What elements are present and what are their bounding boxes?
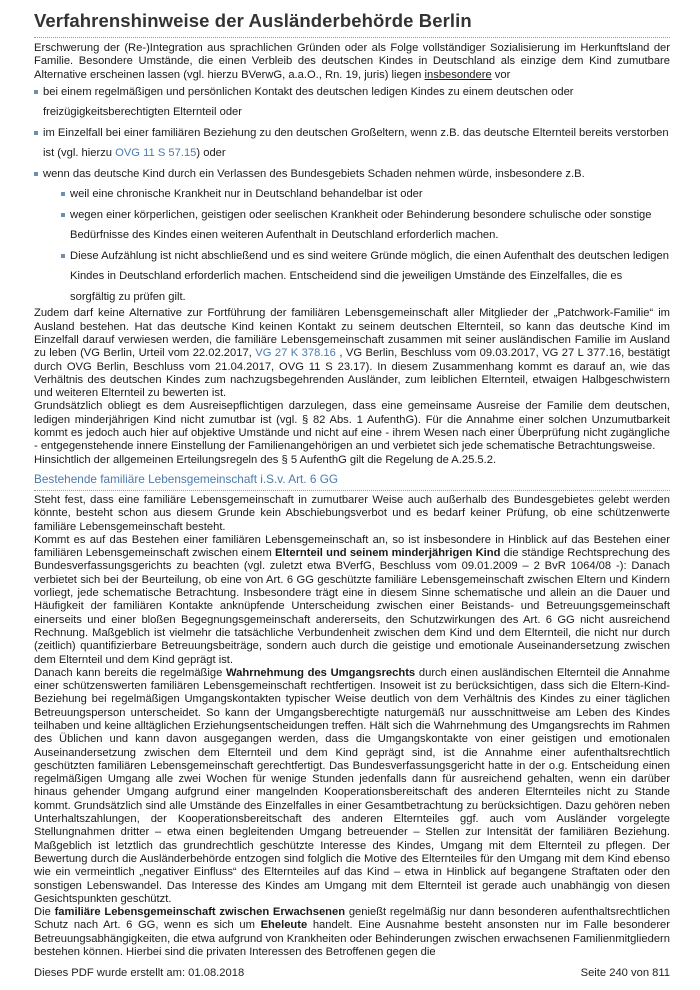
list-item bbox=[61, 205, 670, 246]
list-item-text-end: ) oder bbox=[196, 147, 226, 160]
list-item-text: bei einem regelmäßigen und persönlichen Kontakt des deutschen ledigen Kindes zu einem deutschen oder freizügigkeitsberechtigten Elternteil oder bbox=[43, 85, 574, 119]
paragraph-text-middle: genießt regelmäßig nur dann besonderen aufenthaltsrechtlichen Schutz nach Art. 6 GG, wenn es sich um bbox=[34, 906, 670, 932]
list-item-text: weil eine chronische Krankheit nur in Deutschland behandelbar ist oder bbox=[70, 188, 423, 201]
bullet-square-icon bbox=[61, 192, 65, 196]
paragraph-text: Danach kann bereits die regelmäßige bbox=[34, 666, 227, 679]
list-item-text: wenn das deutsche Kind durch ein Verlassen des Bundesgebiets Schaden nehmen würde, insbesondere z.B. bbox=[43, 167, 585, 180]
bold-umgangsrecht: Wahrnehmung des Umgangsrechts bbox=[226, 666, 416, 679]
bullet-square-icon bbox=[61, 213, 65, 217]
paragraph-patchwork bbox=[34, 307, 670, 400]
bullet-list-level2 bbox=[34, 184, 670, 307]
paragraph-text: Die bbox=[34, 906, 55, 919]
bold-eheleute: Eheleute bbox=[260, 919, 308, 932]
paragraph-kommt-es bbox=[34, 534, 670, 667]
paragraph-grundsaetzlich: Grundsätzlich obliegt es dem Ausreisepflichtigen darzulegen, dass eine gemeinsame Ausreise der Familie dem deutschen, ledigen minderjährigen Kind nicht zumutbar ist (vgl. § 82 Abs. 1 AufenthG). Für die Annahme einer solchen Unzumutbarkeit kommt es jedoch auch hier auf objektive Umstände und nicht auf eine - ihrem Wesen nach einer Überprüfung nicht zugängliche - entgegenstehende innere Einstellung der Familienangehörigen an und verbietet sich jede schematische Betrachtungsweise. bbox=[34, 400, 670, 453]
document-page bbox=[34, 8, 670, 959]
link-ovg-11-s-57-15[interactable]: OVG 11 S 57.15 bbox=[115, 147, 197, 160]
list-item bbox=[34, 164, 670, 185]
list-item-text: Diese Aufzählung ist nicht abschließend und es sind weitere Gründe möglich, die einen Aufenthalt des deutschen ledigen Kindes in Deutschland erforderlich machen. Entscheidend sind die jeweiligen Umstände des Einzelfalles, die es sorgfältig zu prüfen gilt. bbox=[70, 249, 669, 303]
bold-elternteil-kind: Elternteil und seinem minderjährigen Kind bbox=[275, 547, 501, 560]
bullet-square-icon bbox=[34, 172, 38, 176]
section-heading: Bestehende familiäre Lebensgemeinschaft i.S.v. Art. 6 GG bbox=[34, 467, 670, 491]
paragraph-die-familiaere bbox=[34, 906, 670, 959]
bullet-list-level1 bbox=[34, 82, 670, 185]
intro-text-before: Erschwerung der (Re-)Integration aus sprachlichen Gründen oder als Folge vollständiger Sozialisierung im Herkunftsland der Familie. Besondere Umstände, die einen Verbleib des deutschen Kindes in Deutschland als einzige dem Kind zumutbare Alternative erscheinen lassen (vgl. hierzu BVerwG, a.a.O., Rn. 19, juris) liegen bbox=[34, 42, 670, 81]
intro-paragraph bbox=[34, 42, 670, 82]
list-item-text: im Einzelfall bei einer familiären Beziehung zu den deutschen Großeltern, wenn z.B. das deutsche Elternteil bereits verstorben ist (vgl. hierzu bbox=[43, 126, 669, 160]
paragraph-text: Kommt es auf das Bestehen einer familiären Lebensgemeinschaft an, so ist insbesondere in Hinblick auf das Bestehen einer familiären Lebensgemeinschaft zwischen einem bbox=[34, 533, 670, 560]
bullet-square-icon bbox=[61, 254, 65, 258]
bullet-square-icon bbox=[34, 131, 38, 135]
paragraph-text-end: die ständige Rechtsprechung des Bundesverfassungsgerichts zu beachten (vgl. zuletzt etwa BVerfG, Beschluss vom 09.01.2009 – 2 BvR 1064/08 -): Danach verbietet sich bei der Beurteilung, ob eine von Art. 6 GG geschützte familiäre Lebensgemeinschaft zwischen Eltern und Kindern vorliegt, jede schematische Betrachtung. Insbesondere trägt eine in diesem Sinne schematische und allein an die Dauer und Häufigkeit der familiären Kontakte anknüpfende Unterscheidung zwischen einer Beistands- und Betreuungsgemeinschaft einerseits und einer bloßen Begegnungsgemeinschaft andererseits, den Schutzwirkungen des Art. 6 GG nicht ausreichend Rechnung. Maßgeblich ist vielmehr die tatsächliche Verbundenheit zwischen dem Kind und dem Elternteil, die nicht nur durch (zeitlich) quantifizierbare Betreuungsbeiträge, sondern auch durch die geistige und emotionale Auseinandersetzung zwischen dem Elternteil und dem Kind geprägt ist. bbox=[34, 547, 670, 666]
footer-page-number: Seite 240 von 811 bbox=[580, 967, 670, 979]
paragraph-danach bbox=[34, 667, 670, 906]
page-title: Verfahrenshinweise der Ausländerbehörde Berlin bbox=[34, 8, 670, 38]
footer-created-date: Dieses PDF wurde erstellt am: 01.08.2018 bbox=[34, 967, 245, 979]
list-item bbox=[34, 82, 670, 123]
list-item bbox=[34, 123, 670, 164]
paragraph-text-end: handelt. Eine Ausnahme besteht ansonsten nur im Falle besonderer Betreuungsabhängigkeiten, die etwa aufgrund von Krankheiten oder Behinderungen zwischen erwachsenen Familienmitgliedern bestehen können. Hierbei sind die privaten Interessen des Betroffenen gegen die bbox=[34, 919, 670, 959]
list-item bbox=[61, 184, 670, 205]
paragraph-steht-fest: Steht fest, dass eine familiäre Lebensgemeinschaft in zumutbarer Weise auch außerhalb des Bundesgebietes gelebt werden könnte, besteht schon aus diesem Grunde kein Abschiebungsverbot und es bedarf keiner Prüfung, ob eine schützenwerte familiäre Lebensgemeinschaft besteht. bbox=[34, 493, 670, 533]
bullet-square-icon bbox=[34, 90, 38, 94]
intro-text-after: vor bbox=[491, 68, 511, 81]
bold-erwachsene: familiäre Lebensgemeinschaft zwischen Erwachsenen bbox=[54, 906, 346, 919]
paragraph-text-end: , VG Berlin, Beschluss vom 09.03.2017, VG 27 L 377.16, bestätigt durch OVG Berlin, Beschluss vom 21.04.2017, OVG 11 S 23.17). In diesem Zusammenhang kommt es darauf an, wie das Verhältnis des deutschen Kindes zum nachzugsbegehrenden Ausländer, zum leiblichen Elternteil, etwaigen Halbgeschwistern und weiteren Elternteil zu bewerten ist. bbox=[34, 347, 670, 400]
paragraph-hinsichtlich: Hinsichtlich der allgemeinen Erteilungsregeln des § 5 AufenthG gilt die Regelung de A.25.5.2. bbox=[34, 453, 497, 466]
paragraph-text-end: durch einen ausländischen Elternteil die Annahme einer schützenswerten familiären Lebensgemeinschaft rechtfertigen. Insoweit ist zu berücksichtigen, dass sich die Eltern-Kind-Beziehung bei regelmäßigen Umgangskontakten typischer Weise deutlich von dem Verhältnis des Kindes zu einer täglichen Betreuungsperson unterscheidet. So kann der Umgangsberechtigte naturgemäß nur ausschnittweise am Leben des Kindes teilhaben und keine alltäglichen Erziehungsentscheidungen treffen. Hält sich die Wahrnehmung des Umgangsrechts im Rahmen des Üblichen und kann davon ausgegangen werden, dass die Umgangskontakte von einer geistigen und emotionalen Auseinandersetzung zwischen dem Elternteil und dem Kind geprägt sind, ist die Annahme einer aufenthaltsrechtlich geschützten familiären Lebensgemeinschaft gerechtfertigt. Das Bundesverfassungsgericht hatte in der o.g. Entscheidung einen regelmäßigen Umgang alle zwei Wochen für wenige Stunden jedenfalls dann für ausreichend gehalten, wenn ein darüber hinaus gehender Umgang aufgrund einer mangelnden Kooperationsbereitschaft des anderen Elternteiles nicht zu Stande kommt. Grundsätzlich sind alle Umstände des Einzelfalles in einer Gesamtbetrachtung zu berücksichtigen. Dazu gehören neben Unterhaltszahlungen, der Kooperationsbereitschaft des anderen Elternteiles ggf. auch vom Ausländer vorgelegte Stellungnahmen dritter – etwa einen begleitenden Umgang betreuender – Stellen zur Intensität der familiären Beziehung. Maßgeblich ist letztlich das grundrechtlich geschützte Interesse des Kindes, Umgang mit dem Elternteil zu pflegen. Der Bewertung durch die Ausländerbehörde entzogen sind folglich die Motive des Elternteiles für den Umgang mit dem Kind ebenso wie ein vermeintlich „negativer Einfluss“ des Elternteiles auf das Kind – etwa in Hinblick auf begangene Straftaten oder den sonstigen Lebenswandel. Das Interesse des Kindes am Umgang mit dem Elternteil ist gerade auch unabhängig von diesen Gesichtspunkten geschützt. bbox=[34, 666, 671, 905]
list-item-text: wegen einer körperlichen, geistigen oder seelischen Krankheit oder Behinderung besondere schulische oder sonstige Bedürfnisse des Kindes einen weiteren Aufenthalt in Deutschland erforderlich machen. bbox=[70, 208, 652, 242]
paragraph-text: Zudem darf keine Alternative zur Fortführung der familiären Lebensgemeinschaft aller Mitglieder der „Patchwork-Familie“ im Ausland bestehen. Hat das deutsche Kind keinen Kontakt zu seinem deutschen Elternteil, so kann das deutsche Kind im Einzelfall darauf verwiesen werden, die familiäre Lebensgemeinschaft zusammen mit seiner ausländischen Familie im Ausland zu leben (VG Berlin, Urteil vom 22.02.2017, bbox=[34, 307, 670, 360]
intro-underlined: insbesondere bbox=[424, 68, 492, 81]
link-vg-27-k-378-16[interactable]: VG 27 K 378.16 bbox=[255, 347, 336, 360]
list-item bbox=[61, 246, 670, 308]
